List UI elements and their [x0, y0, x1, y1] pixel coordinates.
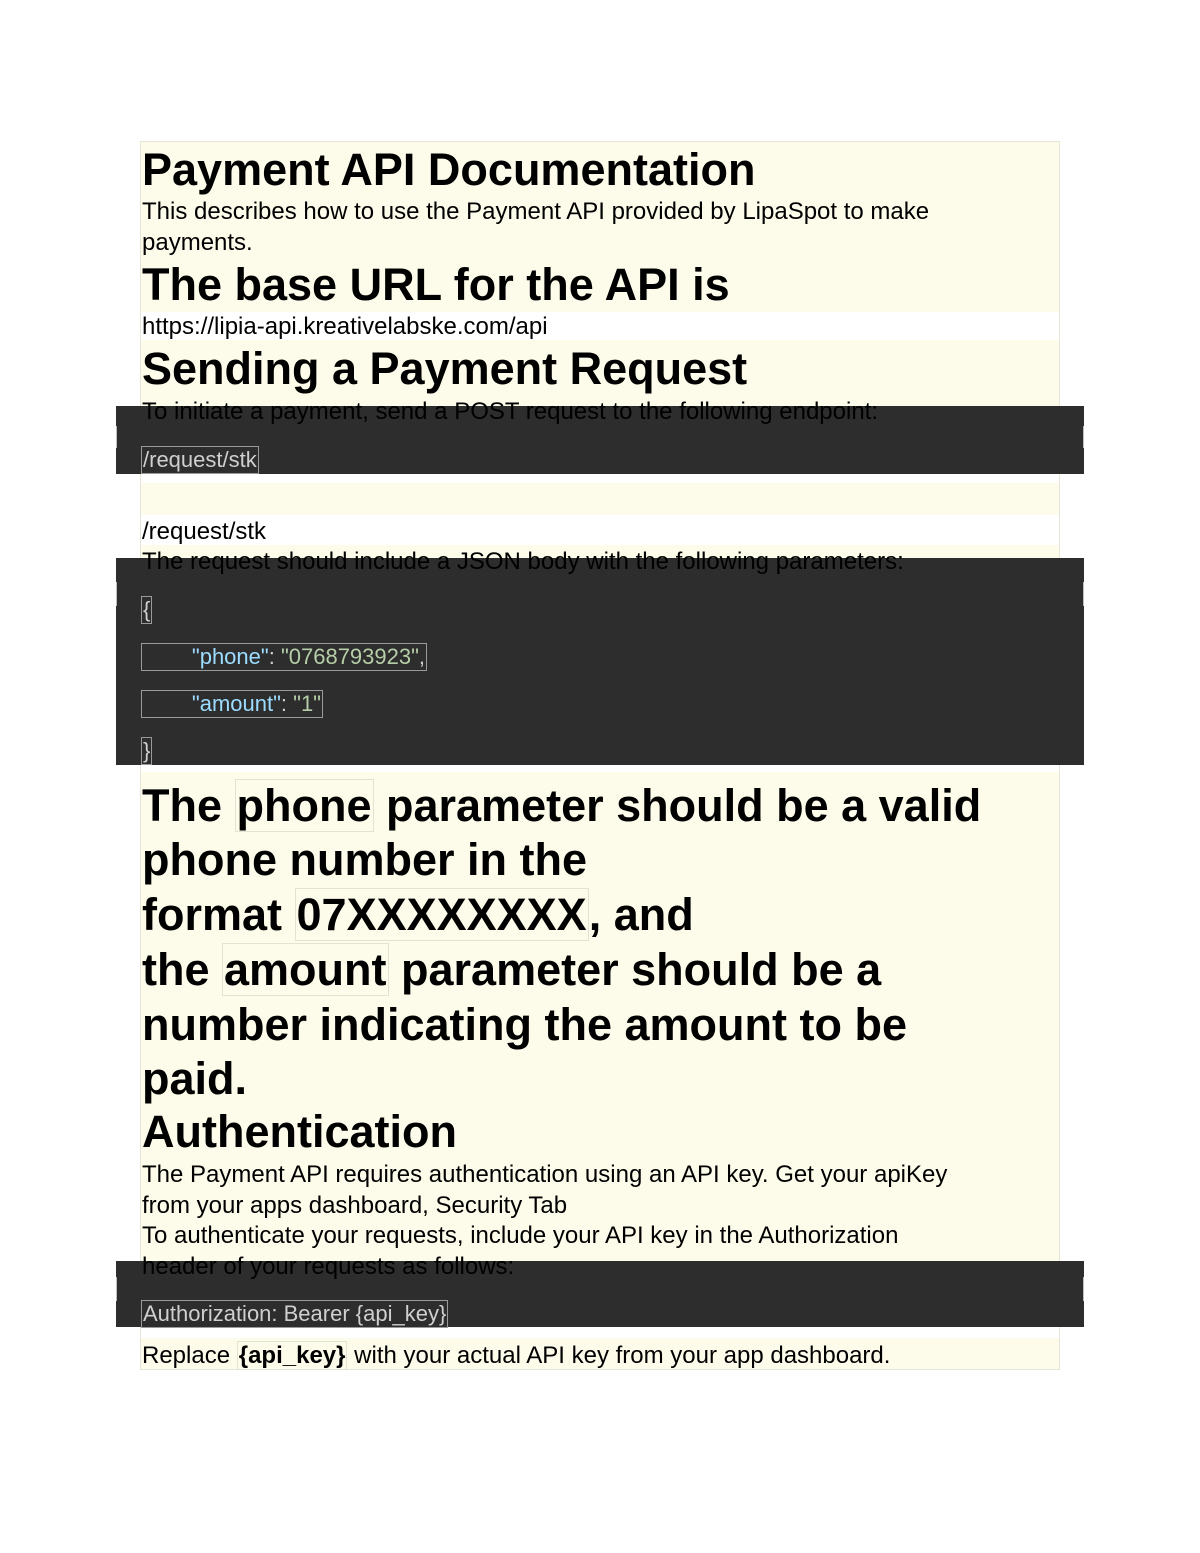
- base-url-heading: The base URL for the API is: [142, 259, 730, 310]
- page-title: Payment API Documentation: [142, 144, 756, 195]
- inline-code-amount: amount: [224, 944, 387, 995]
- send-request-intro: To initiate a payment, send a POST request to the following endpoint:: [142, 398, 879, 425]
- intro-line-2: payments.: [142, 229, 253, 256]
- json-open-brace: {: [143, 597, 151, 622]
- param-note-line-4: the amount parameter should be a: [142, 944, 882, 995]
- inline-code-phone: phone: [236, 780, 372, 831]
- param-note-line-2: phone number in the: [142, 834, 587, 885]
- replace-note: Replace {api_key} with your actual API key from your app dashboard.: [142, 1342, 891, 1369]
- base-url-text: https://lipia-api.kreativelabske.com/api: [142, 313, 548, 340]
- endpoint-code: /request/stk: [143, 447, 257, 472]
- json-close-brace: }: [143, 738, 151, 763]
- auth-header-code: Authorization: Bearer {api_key}: [143, 1301, 447, 1326]
- send-request-heading: Sending a Payment Request: [142, 343, 748, 394]
- json-intro: The request should include a JSON body with the following parameters:: [142, 548, 904, 575]
- param-note-line-6: paid.: [142, 1053, 248, 1104]
- auth-para-2-line-2: header of your requests as follows:: [142, 1253, 515, 1280]
- param-note-line-5: number indicating the amount to be: [142, 999, 907, 1050]
- auth-para-2-line-1: To authenticate your requests, include your API key in the Authorization: [142, 1222, 899, 1249]
- auth-para-1-line-1: The Payment API requires authentication using an API key. Get your apiKey: [142, 1161, 948, 1188]
- auth-heading: Authentication: [142, 1106, 457, 1157]
- inline-code-api-key: {api_key}: [238, 1342, 346, 1369]
- auth-para-1-line-2: from your apps dashboard, Security Tab: [142, 1192, 568, 1219]
- endpoint-plain: /request/stk: [142, 518, 267, 545]
- band-gap: [141, 483, 1059, 515]
- json-amount-line: "amount": "1": [141, 690, 323, 718]
- param-note-line-3: format 07XXXXXXXX, and: [142, 889, 694, 940]
- inline-code-format: 07XXXXXXXX: [296, 889, 587, 940]
- intro-line-1: This describes how to use the Payment API provided by LipaSpot to make: [142, 198, 930, 225]
- json-phone-line: "phone": "0768793923",: [141, 643, 427, 671]
- param-note-line-1: The phone parameter should be a valid: [142, 780, 982, 831]
